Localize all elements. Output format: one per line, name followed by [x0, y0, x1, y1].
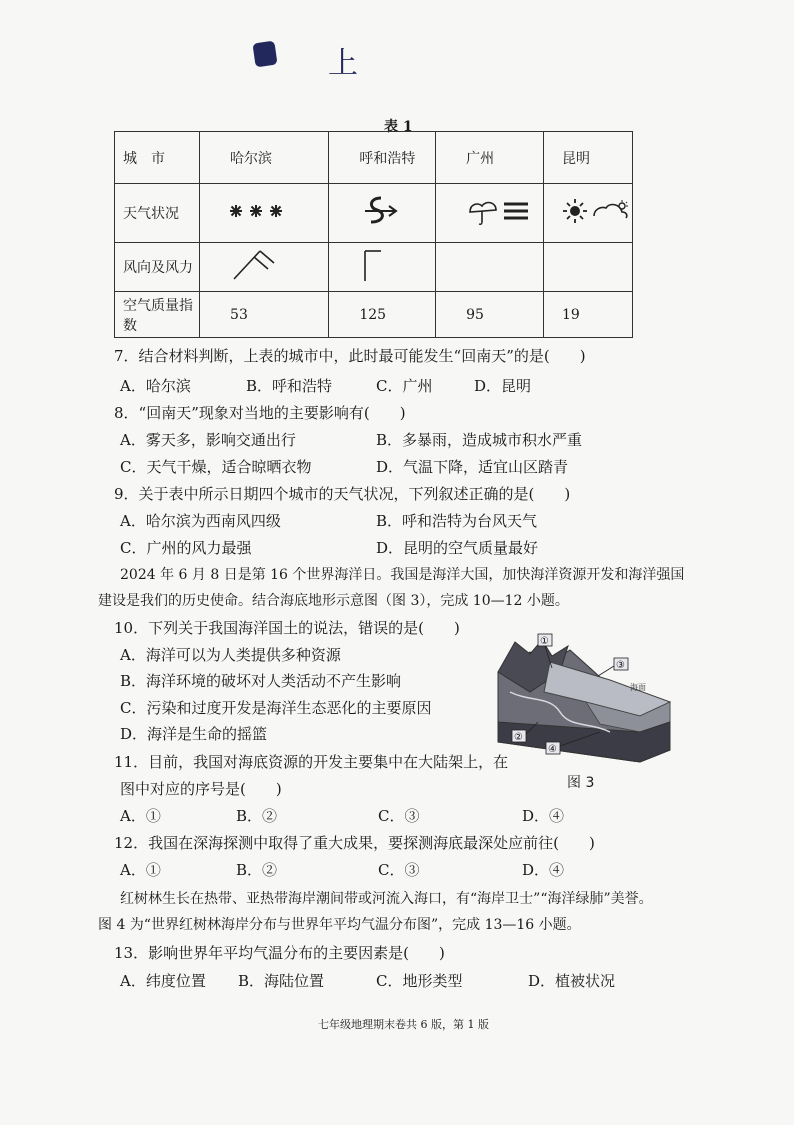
option-c: C．天气干燥，适合晾晒衣物: [120, 458, 312, 476]
table-cell: [329, 243, 436, 292]
table-row: [115, 292, 633, 338]
passage-line: 2024 年 6 月 8 日是第 16 个世界海洋日。我国是海洋大国，加快海洋资源开发和海洋强国: [120, 567, 685, 583]
table-aqi: 19: [544, 292, 633, 338]
table-city: 呼和浩特: [329, 132, 436, 184]
question-9: 9．关于表中所示日期四个城市的天气状况，下列叙述正确的是( ): [114, 485, 571, 503]
page-mark: 上: [328, 46, 358, 81]
option-d: D．海洋是生命的摇篮: [120, 725, 268, 743]
page-footer: 七年级地理期末卷共 6 版，第 1 版: [318, 1018, 489, 1031]
table-row: [115, 184, 633, 243]
passage-line: 建设是我们的历史使命。结合海底地形示意图（图 3），完成 10—12 小题。: [98, 593, 569, 609]
option-c: C．③: [378, 807, 420, 825]
option-b: B．海陆位置: [238, 972, 325, 990]
table-cell: [544, 184, 633, 243]
passage-line: 红树林生长在热带、亚热带海岸潮间带或河流入海口，有“海岸卫士”“海洋绿肺”美誉。: [120, 891, 653, 907]
question-8: 8．“回南天”现象对当地的主要影响有( ): [114, 404, 406, 422]
table-title: 表 1: [384, 119, 413, 135]
option-b: B．②: [236, 807, 278, 825]
table-aqi: 53: [200, 292, 329, 338]
rain-fog-icon: [466, 196, 532, 226]
option-d: D．④: [522, 807, 565, 825]
option-b: B．海洋环境的破坏对人类活动不产生影响: [120, 672, 402, 690]
question-7: 7．结合材料判断，上表的城市中，此时最可能发生“回南天”的是( ): [114, 347, 586, 365]
table-label-city: 城 市: [115, 132, 200, 184]
option-a: A．雾天多，影响交通出行: [120, 431, 296, 449]
sandstorm-icon: [359, 194, 403, 228]
table-cell: [436, 184, 544, 243]
table-city: 广州: [436, 132, 544, 184]
table-row: [115, 132, 633, 184]
table-label-weather: 天气状况: [115, 184, 200, 243]
option-d: D．气温下降，适宜山区踏青: [376, 458, 569, 476]
table-city: 哈尔滨: [200, 132, 329, 184]
snow-icon: [230, 201, 288, 221]
option-d: D．植被状况: [528, 972, 616, 990]
option-a: A．纬度位置: [120, 972, 206, 990]
option-b: B．呼和浩特: [246, 377, 333, 395]
figure-label: ④: [548, 744, 557, 755]
table-aqi: 125: [329, 292, 436, 338]
option-a: A．①: [120, 861, 161, 879]
option-d: D．④: [522, 861, 565, 879]
table-label-wind: 风向及风力: [115, 243, 200, 292]
table-aqi: 95: [436, 292, 544, 338]
table-cell: [329, 184, 436, 243]
sunny-to-cloudy-icon: [562, 196, 632, 226]
table-label-aqi: 空气质量指数: [115, 292, 200, 338]
table-cell: [544, 243, 633, 292]
table-row: [115, 243, 633, 292]
figure-caption: 图 3: [567, 775, 595, 791]
option-d: D．昆明: [474, 377, 532, 395]
figure-label: ②: [514, 732, 523, 743]
option-d: D．昆明的空气质量最好: [376, 539, 539, 557]
question-13: 13．影响世界年平均气温分布的主要因素是( ): [114, 944, 445, 962]
option-b: B．多暴雨，造成城市积水严重: [376, 431, 583, 449]
option-b: B．呼和浩特为台风天气: [376, 512, 538, 530]
figure-label: ③: [616, 660, 625, 671]
passage-line: 图 4 为“世界红树林海岸分布与世界年平均气温分布图”，完成 13—16 小题。: [98, 917, 581, 933]
sea-label: 海面: [630, 683, 646, 692]
wind-barb-icon: [230, 245, 280, 285]
option-a: A．①: [120, 807, 161, 825]
table-cell: [200, 184, 329, 243]
figure-label: ①: [540, 636, 549, 647]
option-c: C．广州的风力最强: [120, 539, 252, 557]
seafloor-diagram: [490, 632, 676, 764]
option-a: A．海洋可以为人类提供多种资源: [120, 646, 341, 664]
table-cell: [200, 243, 329, 292]
table-cell: [436, 243, 544, 292]
option-b: B．②: [236, 861, 278, 879]
option-a: A．哈尔滨: [120, 377, 191, 395]
table-city: 昆明: [544, 132, 633, 184]
question-10: 10．下列关于我国海洋国土的说法，错误的是( ): [114, 619, 460, 637]
question-11-cont: 图中对应的序号是( ): [120, 780, 282, 798]
weather-table: [114, 131, 633, 338]
question-11: 11．目前，我国对海底资源的开发主要集中在大陆架上，在: [114, 753, 509, 771]
stamp-mark: [252, 41, 277, 68]
option-c: C．③: [378, 861, 420, 879]
question-12: 12．我国在深海探测中取得了重大成果，要探测海底最深处应前往( ): [114, 834, 595, 852]
option-c: C．地形类型: [376, 972, 463, 990]
option-c: C．污染和过度开发是海洋生态恶化的主要原因: [120, 699, 432, 717]
option-c: C．广州: [376, 377, 433, 395]
wind-barb-icon: [359, 245, 399, 285]
option-a: A．哈尔滨为西南风四级: [120, 512, 281, 530]
